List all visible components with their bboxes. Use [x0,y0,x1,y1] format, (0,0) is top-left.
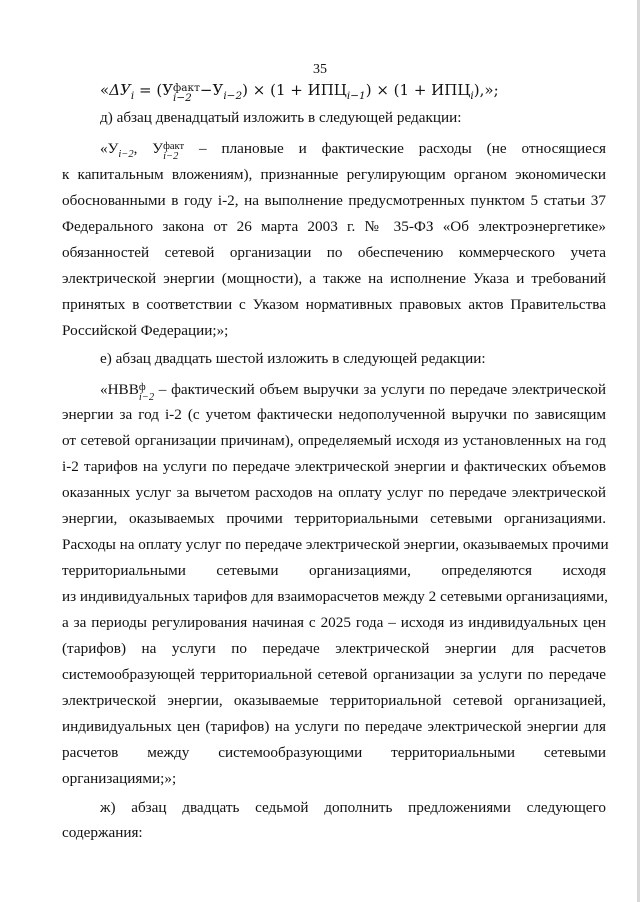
text-line: Федерального закона от 26 марта 2003 г. № 35-ФЗ «Об электроэнергетике» [62,218,606,235]
def-part: , У [133,140,164,157]
formula-sub: i [470,90,474,102]
def-part: «У [100,140,119,157]
definition-y-line [100,139,606,165]
text-line: оказанных услуг за вычетом расходов на оплату услуг по передаче электрической [62,484,606,501]
text-line: i-2 тарифов на услуги по передаче электрической энергии и фактических объемов [62,458,606,475]
formula-sub: i [130,90,135,102]
text-line: принятых в соответствии с Указом нормативных правовых актов Правительства [62,296,606,313]
def-supsub [163,142,184,162]
text-line: территориальными сетевыми организациями, определяются исходя [62,562,606,579]
text-line: от сетевой организации причинам), определяемый исходя из установленных на год [62,432,606,449]
text-line: а за периоды регулирования начиная с 2025 года – исходя из индивидуальных цен [62,614,606,631]
def-sub: i−2 [138,392,155,403]
formula-part: = (У [134,81,174,99]
text-line: индивидуальных цен (тарифов) на услуги по передаче электрической энергии для [62,718,606,735]
formula-supsub [173,83,200,103]
page-number: 35 [313,62,327,77]
def-supsub [139,383,154,403]
formula-part: ) × (1 + ИПЦ [365,81,471,99]
text-line: энергии за год i-2 (с учетом фактически недополученной выручки по зависящим [62,406,606,423]
formula-part: « [100,81,110,99]
text-line: Расходы на оплату услуг по передаче электрической энергии, оказываемых прочими [62,536,609,553]
definition-nvv-line [100,380,606,403]
text-line: Российской Федерации;»; [62,322,229,339]
paragraph-d: д) абзац двенадцатый изложить в следующей редакции: [100,109,462,126]
text-line: электрической энергии (мощности), а также на исполнение Указа и требований [62,270,606,287]
formula-sup: факт [173,82,200,94]
text-line: расчетов между системообразующими территориальными сетевыми [62,744,606,761]
def-part: – плановые и фактические расходы (не относящиеся [198,140,606,157]
def-part: – фактический объем выручки за услуги по передаче электрической [154,381,606,398]
text-line: (тарифов) на услуги по передаче электрической энергии для расчетов [62,640,606,657]
formula-part: ) × (1 + ИПЦ [242,81,347,99]
text-line: электрической энергии, оказываемые территориальной сетевой организацией, [62,692,606,709]
paragraph-zh: ж) абзац двадцать седьмой дополнить предложениями следующего [100,799,606,816]
formula-part: ),»; [473,81,499,99]
def-sub: i−2 [163,151,179,162]
def-sub: i−2 [118,149,134,160]
formula-delta-y [100,80,606,106]
formula-part: ΔУ [109,81,131,99]
text-line: к капитальным вложениям), признанные регулирующим органом экономически [62,166,606,183]
text-line: системообразующей территориальной сетевой организации за услуги по передаче [62,666,606,683]
formula-part: −У [199,81,224,99]
def-part: «НВВ [100,381,139,398]
def-sup: факт [163,141,185,152]
paragraph-e: е) абзац двадцать шестой изложить в следующей редакции: [100,350,486,367]
formula-sub: i−2 [173,92,192,104]
formula-sub: i−2 [223,90,243,102]
text-line: обоснованными в году i-2, на выполнение предусмотренных пунктом 5 статьи 37 [62,192,606,209]
text-line: обязанностей сетевой организации по обеспечению коммерческого учета [62,244,606,261]
formula-sub: i−1 [346,90,366,102]
text-line: содержания: [62,824,143,841]
text-line: организациями;»; [62,770,177,787]
text-line: энергии, оказываемых прочими территориальными сетевыми организациями. [62,510,606,527]
text-line: из индивидуальных тарифов для взаиморасчетов между 2 сетевыми организациями, [62,588,608,605]
def-sup: ф [138,382,146,393]
